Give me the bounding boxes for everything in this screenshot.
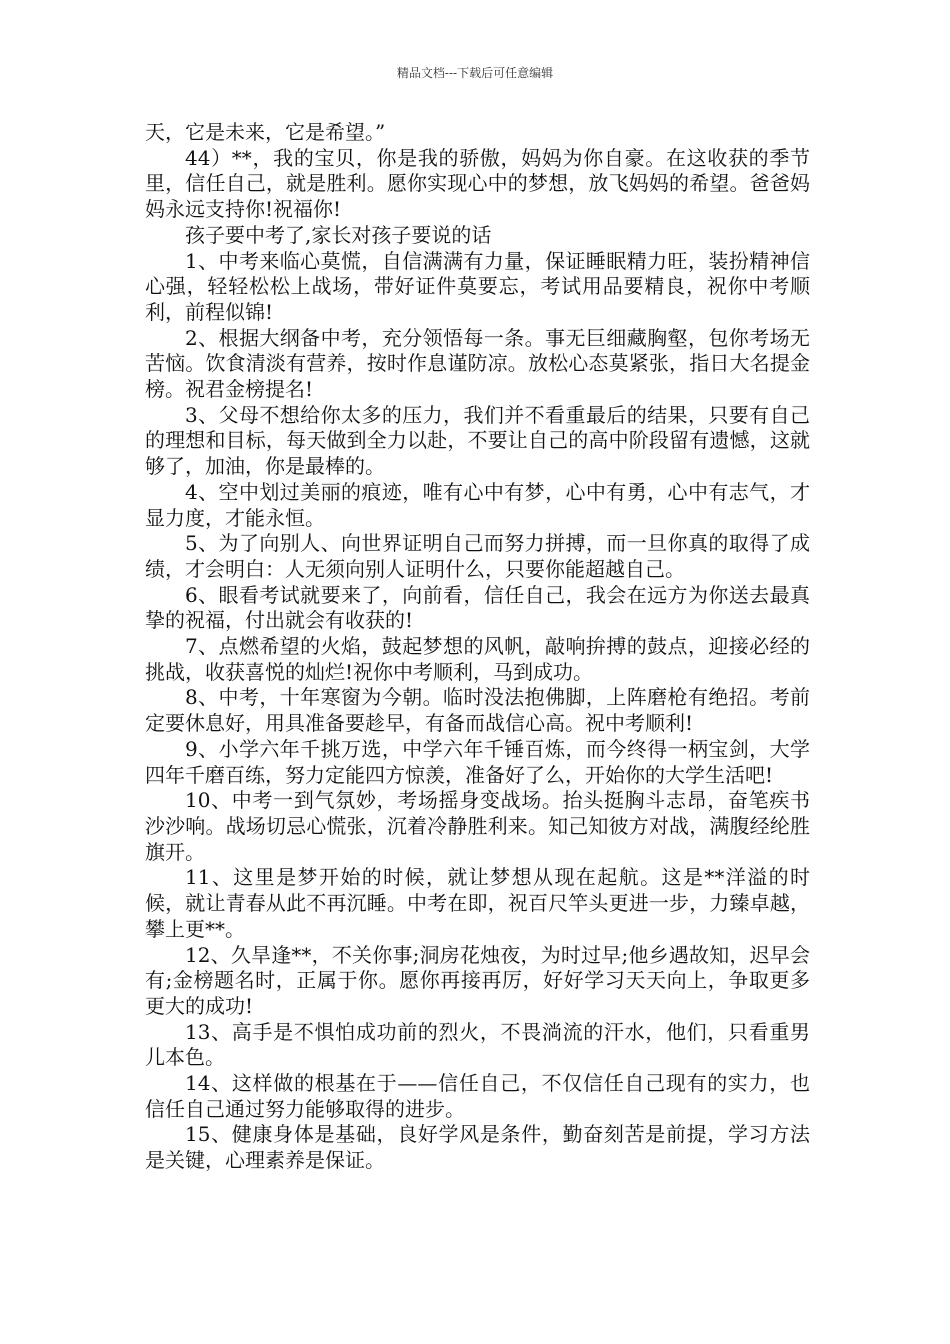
document-body <box>145 120 810 1174</box>
paragraph-10: 10、中考一到气氛妙，考场摇身变战场。抬头挺胸斗志昂，奋笔疾书沙沙响。战场切忌心慌张，沉着冷静胜利来。知己知彼方对战，满腹经纶胜旗开。 <box>145 788 810 864</box>
paragraph-15: 15、健康身体是基础，良好学风是条件，勤奋刻苦是前提，学习方法是关键，心理素养是保证。 <box>145 1122 810 1173</box>
section-heading: 孩子要中考了,家长对孩子要说的话 <box>185 222 492 247</box>
paragraph-1: 1、中考来临心莫慌，自信满满有力量，保证睡眠精力旺，装扮精神信心强，轻轻松松上战场，带好证件莫要忘，考试用品要精良，祝你中考顺利，前程似锦! <box>145 248 810 324</box>
paragraph-8: 8、中考，十年寒窗为今朝。临时没法抱佛脚，上阵磨枪有绝招。考前定要休息好，用具准备要趁早，有备而战信心高。祝中考顺利! <box>145 685 810 736</box>
paragraph-14: 14、这样做的根基在于——信任自己，不仅信任自己现有的实力，也信任自己通过努力能够取得的进步。 <box>145 1071 810 1121</box>
paragraph-11: 11、这里是梦开始的时候，就让梦想从现在起航。这是**洋溢的时候，就让青春从此不再沉睡。中考在即，祝百尺竿头更进一步，力臻卓越，攀上更**。 <box>145 865 810 941</box>
paragraph-44: 44）**，我的宝贝，你是我的骄傲，妈妈为你自豪。在这收获的季节里，信任自己，就是胜利。愿你实现心中的梦想，放飞妈妈的希望。爸爸妈妈永远支持你!祝福你! <box>145 145 810 222</box>
paragraph-9: 9、小学六年千挑万选，中学六年千锤百炼，而今终得一柄宝剑，大学四年千磨百练，努力定能四方惊羡，准备好了么，开始你的大学生活吧! <box>145 736 810 787</box>
paragraph-5: 5、为了向别人、向世界证明自己而努力拼搏，而一旦你真的取得了成绩，才会明白：人无须向别人证明什么，只要你能超越自己。 <box>145 531 810 581</box>
paragraph-13: 13、高手是不惧怕成功前的烈火，不畏淌流的汗水，他们，只看重男儿本色。 <box>145 1019 810 1070</box>
paragraph-3: 3、父母不想给你太多的压力，我们并不看重最后的结果，只要有自己的理想和目标，每天做到全力以赴，不要让自己的高中阶段留有遗憾，这就够了，加油，你是最棒的。 <box>145 402 810 479</box>
paragraph-4: 4、空中划过美丽的痕迹，唯有心中有梦，心中有勇，心中有志气，才显力度，才能永恒。 <box>145 479 810 530</box>
paragraph-6: 6、眼看考试就要来了，向前看，信任自己，我会在远方为你送去最真挚的祝福，付出就会有收获的! <box>145 582 810 633</box>
paragraph-2: 2、根据大纲备中考，充分领悟每一条。事无巨细藏胸壑，包你考场无苦恼。饮食清淡有营养，按时作息谨防凉。放松心态莫紧张，指日大名提金榜。祝君金榜提名! <box>145 325 810 402</box>
paragraph-12: 12、久旱逢**，不关你事;洞房花烛夜，为时过早;他乡遇故知，迟早会有;金榜题名时，正属于你。愿你再接再厉，好好学习天天向上，争取更多更大的成功! <box>145 942 810 1018</box>
page-header: 精品文档---下载后可任意编辑 <box>396 66 554 80</box>
paragraph-7: 7、点燃希望的火焰，鼓起梦想的风帆，敲响拚搏的鼓点，迎接必经的挑战，收获喜悦的灿烂!祝你中考顺利，马到成功。 <box>145 634 810 684</box>
paragraph-continuation: 天，它是未来，它是希望。” <box>145 120 386 144</box>
